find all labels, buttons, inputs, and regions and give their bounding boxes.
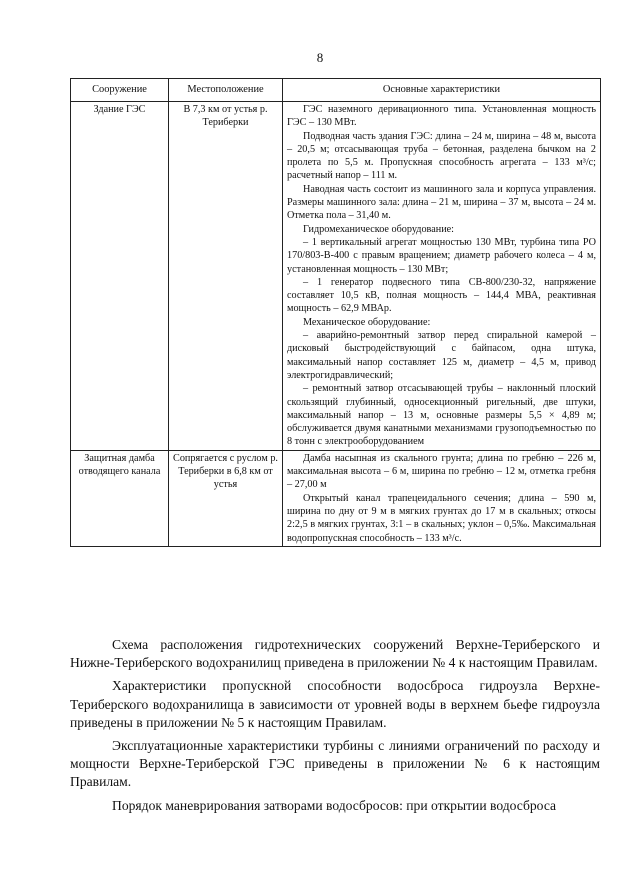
characteristics-paragraph: Механическое оборудование: bbox=[303, 316, 431, 328]
table-row bbox=[71, 450, 601, 546]
table-header-row bbox=[71, 79, 601, 102]
header-location: Местоположение bbox=[169, 79, 283, 102]
characteristics-paragraph: Дамба насыпная из скального грунта; длина по гребню – 226 м, максимальная высота – 6 м, ширина по гребню – 12 м, отметка гребня – 27,00 м bbox=[287, 452, 596, 491]
characteristics-paragraph: Гидромеханическое оборудование: bbox=[303, 223, 454, 235]
location-cell: В 7,3 км от устья р. Териберки bbox=[169, 102, 283, 451]
header-characteristics: Основные характеристики bbox=[283, 79, 601, 102]
characteristics-paragraph: – ремонтный затвор отсасывающей трубы – наклонный плоский скользящий глубинный, односекционный ригельный, две штуки, максимальный напор – 13 м, основные размеры 5,5 × 4,89 м; обслуживается двумя канатными механизмами грузоподъемностью по 8 тонн с электрооборудованием bbox=[287, 383, 596, 448]
body-paragraph: Эксплуатационные характеристики турбины с линиями ограничений по расходу и мощности Верхне-Териберской ГЭС приведены в приложении № 6 к настоящим Правилам. bbox=[70, 738, 600, 790]
characteristics-cell bbox=[283, 450, 601, 546]
header-facility: Сооружение bbox=[71, 79, 169, 102]
table-row bbox=[71, 102, 601, 451]
body-paragraph: Порядок маневрирования затворами водосбросов: при открытии водосброса bbox=[112, 797, 557, 813]
facility-cell: Здание ГЭС bbox=[71, 102, 169, 451]
characteristics-paragraph: – аварийно-ремонтный затвор перед спиральной камерой – дисковый быстродействующий с байпасом, одна штука, максимальный напор составляет 125 м, диаметр – 4,5 м, привод электрогидравлический; bbox=[287, 330, 596, 381]
facility-cell: Защитная дамба отводящего канала bbox=[71, 450, 169, 546]
body-text bbox=[70, 636, 600, 820]
characteristics-paragraph: – 1 генератор подвесного типа СВ-800/230-32, напряжение составляет 10,5 кВ, полная мощность – 144,4 МВА, реактивная мощность – 62,9 МВАр. bbox=[287, 276, 596, 315]
characteristics-paragraph: – 1 вертикальный агрегат мощностью 130 МВт, турбина типа РО 170/803-В-400 с правым вращением; диаметр рабочего колеса – 4 м, установленная мощность – 130 МВт; bbox=[287, 236, 596, 275]
page-number: 8 bbox=[316, 50, 324, 65]
location-cell: Сопрягается с руслом р. Териберки в 6,8 км от устья bbox=[169, 450, 283, 546]
facilities-table bbox=[70, 78, 601, 547]
characteristics-cell bbox=[283, 102, 601, 451]
characteristics-paragraph: Подводная часть здания ГЭС: длина – 24 м, ширина – 48 м, высота – 20,5 м; отсасывающая труба – бетонная, разделена бычком на 2 пролета по 5,5 м. Пропускная способность агрегата – 133 м³/с; расчетный напор – 111 м. bbox=[287, 130, 596, 182]
body-paragraph: Характеристики пропускной способности водосброса гидроузла Верхне-Териберского водохранилища в зависимости от уровней воды в верхнем бьефе гидроузла приведены в приложении № 5 к настоящим Правилам. bbox=[70, 678, 600, 730]
body-paragraph: Схема расположения гидротехнических сооружений Верхне-Териберского и Нижне-Териберского водохранилищ приведена в приложении № 4 к настоящим Правилам. bbox=[70, 637, 600, 671]
characteristics-paragraph: Открытый канал трапецеидального сечения; длина – 590 м, ширина по дну от 9 м в мягких грунтах до 17 м в скальных; откосы 2:2,5 в мягких грунтах, 3:1 – в скальных; уклон – 0,5‰. Максимальная водопропускная способность – 133 м³/с. bbox=[287, 492, 596, 544]
characteristics-paragraph: Наводная часть состоит из машинного зала и корпуса управления. Размеры машинного зала: длина – 21 м, ширина – 37 м, высота – 24 м. Отметка пола – 31,40 м. bbox=[287, 183, 596, 222]
characteristics-paragraph: ГЭС наземного деривационного типа. Установленная мощность ГЭС – 130 МВт. bbox=[287, 104, 596, 129]
